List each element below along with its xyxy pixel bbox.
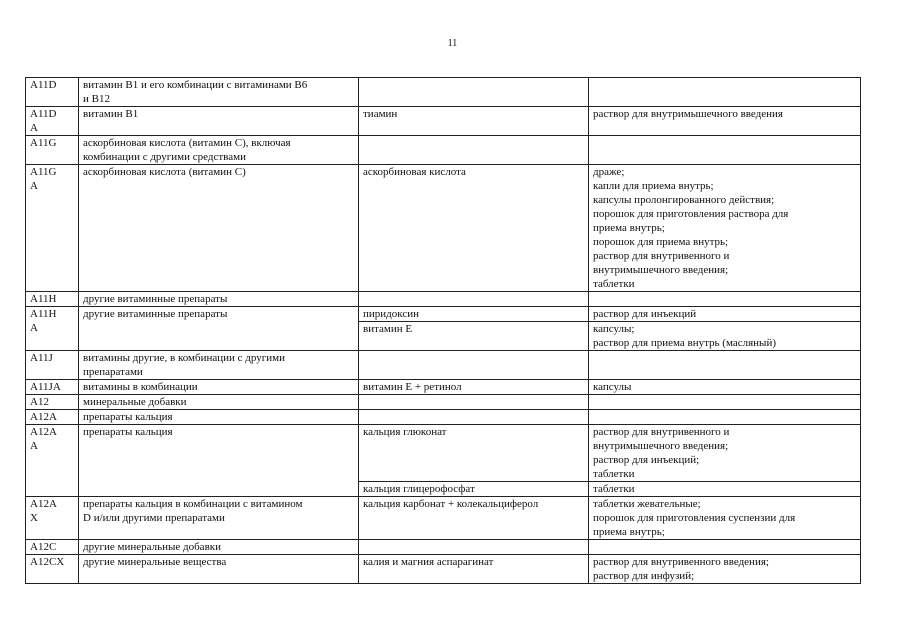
group-name-cell-line: другие минеральные вещества bbox=[83, 556, 227, 568]
table-row bbox=[26, 351, 861, 380]
dosage-form-cell-line: раствор для инъекций bbox=[593, 308, 697, 320]
group-name-cell bbox=[79, 425, 359, 497]
substance-cell bbox=[359, 555, 589, 584]
group-name-cell-line: витамин B1 и его комбинации с витаминами B6 bbox=[83, 79, 308, 91]
substance-cell-line: витамин E + ретинол bbox=[363, 381, 462, 393]
atc-code-cell-line: A12A bbox=[30, 498, 57, 510]
atc-code-cell bbox=[26, 540, 79, 555]
atc-code-cell-line: A bbox=[30, 122, 38, 134]
dosage-form-cell-line: приема внутрь; bbox=[593, 526, 665, 538]
dosage-form-cell-line: внутримышечного введения; bbox=[593, 440, 729, 452]
substance-cell bbox=[359, 307, 589, 322]
group-name-cell bbox=[79, 107, 359, 136]
dosage-form-cell-line: раствор для внутривенного и bbox=[593, 426, 730, 438]
dosage-form-cell-line: раствор для внутривенного введения; bbox=[593, 556, 769, 568]
atc-code-cell-line: A12A bbox=[30, 426, 57, 438]
group-name-cell-line: препараты кальция bbox=[83, 426, 173, 438]
dosage-form-cell-line: порошок для приготовления суспензии для bbox=[593, 512, 796, 524]
group-name-cell bbox=[79, 540, 359, 555]
substance-cell-line: кальция глюконат bbox=[363, 426, 447, 438]
group-name-cell-line: другие витаминные препараты bbox=[83, 308, 228, 320]
dosage-form-cell-line: порошок для приготовления раствора для bbox=[593, 208, 789, 220]
substance-cell-line: кальция карбонат + колекальциферол bbox=[363, 498, 539, 510]
substance-cell bbox=[359, 380, 589, 395]
group-name-cell-line: препараты кальция в комбинации с витамином bbox=[83, 498, 303, 510]
dosage-form-cell-line: капсулы; bbox=[593, 323, 635, 335]
atc-code-cell-line: A11J bbox=[30, 352, 53, 364]
group-name-cell-line: аскорбиновая кислота (витамин C) bbox=[83, 166, 246, 178]
atc-code-cell-line: A11D bbox=[30, 108, 57, 120]
table-row bbox=[26, 497, 861, 540]
group-name-cell bbox=[79, 292, 359, 307]
group-name-cell-line: витамин B1 bbox=[83, 108, 139, 120]
group-name-cell-line: препараты кальция bbox=[83, 411, 173, 423]
atc-code-cell bbox=[26, 107, 79, 136]
group-name-cell-line: препаратами bbox=[83, 366, 143, 378]
table-row bbox=[26, 380, 861, 395]
dosage-form-cell bbox=[589, 410, 861, 425]
dosage-form-cell-line: капсулы пролонгированного действия; bbox=[593, 194, 775, 206]
dosage-form-cell-line: порошок для приема внутрь; bbox=[593, 236, 729, 248]
group-name-cell bbox=[79, 380, 359, 395]
dosage-form-cell-line: раствор для приема внутрь (масляный) bbox=[593, 337, 776, 349]
group-name-cell-line: и B12 bbox=[83, 93, 110, 105]
page-number: 11 bbox=[447, 38, 458, 49]
group-name-cell bbox=[79, 410, 359, 425]
substance-cell bbox=[359, 497, 589, 540]
substance-cell bbox=[359, 165, 589, 292]
atc-code-cell-line: A12A bbox=[30, 411, 57, 423]
group-name-cell-line: другие минеральные добавки bbox=[83, 541, 221, 553]
table-row bbox=[26, 540, 861, 555]
dosage-form-cell bbox=[589, 395, 861, 410]
atc-code-cell-line: A11D bbox=[30, 79, 57, 91]
substance-cell bbox=[359, 136, 589, 165]
dosage-form-cell-line: раствор для внутримышечного введения bbox=[593, 108, 783, 120]
substance-cell bbox=[359, 322, 589, 351]
atc-code-cell bbox=[26, 307, 79, 351]
group-name-cell bbox=[79, 351, 359, 380]
group-name-cell bbox=[79, 136, 359, 165]
group-name-cell-line: витамины в комбинации bbox=[83, 381, 198, 393]
dosage-form-cell bbox=[589, 78, 861, 107]
group-name-cell bbox=[79, 555, 359, 584]
atc-code-cell-line: A11JA bbox=[30, 381, 61, 393]
table-row bbox=[26, 78, 861, 107]
atc-code-cell bbox=[26, 497, 79, 540]
substance-cell bbox=[359, 425, 589, 482]
atc-code-cell bbox=[26, 351, 79, 380]
atc-code-cell-line: A12C bbox=[30, 541, 57, 553]
dosage-form-cell bbox=[589, 380, 861, 395]
atc-code-cell-line: A12 bbox=[30, 396, 49, 408]
group-name-cell-line: D и/или другими препаратами bbox=[83, 512, 225, 524]
group-name-cell-line: минеральные добавки bbox=[83, 396, 187, 408]
substance-cell bbox=[359, 410, 589, 425]
group-name-cell-line: витамины другие, в комбинации с другими bbox=[83, 352, 285, 364]
atc-code-cell-line: A bbox=[30, 180, 38, 192]
dosage-form-cell bbox=[589, 351, 861, 380]
table-row bbox=[26, 410, 861, 425]
group-name-cell bbox=[79, 78, 359, 107]
dosage-form-cell bbox=[589, 497, 861, 540]
atc-code-cell bbox=[26, 425, 79, 497]
group-name-cell-line: другие витаминные препараты bbox=[83, 293, 228, 305]
dosage-form-cell-line: внутримышечного введения; bbox=[593, 264, 729, 276]
dosage-form-cell bbox=[589, 165, 861, 292]
atc-code-cell bbox=[26, 165, 79, 292]
table-row bbox=[26, 395, 861, 410]
table-row bbox=[26, 165, 861, 292]
atc-code-cell bbox=[26, 78, 79, 107]
dosage-form-cell bbox=[589, 540, 861, 555]
table-row bbox=[26, 307, 861, 322]
dosage-form-cell-line: приема внутрь; bbox=[593, 222, 665, 234]
table-row bbox=[26, 555, 861, 584]
dosage-form-cell-line: таблетки bbox=[593, 278, 635, 290]
substance-cell-line: пиридоксин bbox=[363, 308, 419, 320]
dosage-form-cell-line: таблетки bbox=[593, 483, 635, 495]
dosage-form-cell bbox=[589, 555, 861, 584]
substance-cell bbox=[359, 78, 589, 107]
dosage-form-cell-line: раствор для инфузий; bbox=[593, 570, 695, 582]
dosage-form-cell bbox=[589, 292, 861, 307]
atc-code-cell bbox=[26, 292, 79, 307]
substance-cell bbox=[359, 107, 589, 136]
substance-cell bbox=[359, 395, 589, 410]
atc-code-cell-line: A11G bbox=[30, 137, 57, 149]
substance-cell-line: витамин E bbox=[363, 323, 413, 335]
atc-code-cell bbox=[26, 410, 79, 425]
atc-code-cell-line: X bbox=[30, 512, 38, 524]
atc-code-cell-line: A12CX bbox=[30, 556, 65, 568]
substance-cell-line: кальция глицерофосфат bbox=[363, 483, 475, 495]
dosage-form-cell-line: таблетки bbox=[593, 468, 635, 480]
dosage-form-cell bbox=[589, 322, 861, 351]
table-row bbox=[26, 292, 861, 307]
table-row bbox=[26, 107, 861, 136]
dosage-form-cell bbox=[589, 107, 861, 136]
table-row bbox=[26, 425, 861, 482]
group-name-cell-line: комбинации с другими средствами bbox=[83, 151, 246, 163]
substance-cell bbox=[359, 292, 589, 307]
dosage-form-cell-line: раствор для внутривенного и bbox=[593, 250, 730, 262]
dosage-form-cell-line: раствор для инъекций; bbox=[593, 454, 700, 466]
group-name-cell bbox=[79, 165, 359, 292]
substance-cell bbox=[359, 540, 589, 555]
dosage-form-cell-line: капсулы bbox=[593, 381, 632, 393]
group-name-cell bbox=[79, 307, 359, 351]
substance-cell bbox=[359, 351, 589, 380]
dosage-form-cell bbox=[589, 307, 861, 322]
table-row bbox=[26, 136, 861, 165]
dosage-form-cell bbox=[589, 425, 861, 482]
dosage-form-cell-line: драже; bbox=[593, 166, 625, 178]
atc-code-cell bbox=[26, 395, 79, 410]
atc-code-cell-line: A11G bbox=[30, 166, 57, 178]
atc-code-cell bbox=[26, 380, 79, 395]
atc-code-cell-line: A bbox=[30, 440, 38, 452]
dosage-form-cell bbox=[589, 136, 861, 165]
dosage-form-cell-line: капли для приема внутрь; bbox=[593, 180, 714, 192]
group-name-cell bbox=[79, 395, 359, 410]
atc-code-cell-line: A bbox=[30, 322, 38, 334]
substance-cell-line: калия и магния аспарагинат bbox=[363, 556, 494, 568]
drug-table bbox=[25, 77, 861, 584]
group-name-cell-line: аскорбиновая кислота (витамин C), включая bbox=[83, 137, 291, 149]
dosage-form-cell-line: таблетки жевательные; bbox=[593, 498, 701, 510]
atc-code-cell bbox=[26, 136, 79, 165]
dosage-form-cell bbox=[589, 482, 861, 497]
group-name-cell bbox=[79, 497, 359, 540]
atc-code-cell-line: A11H bbox=[30, 308, 57, 320]
substance-cell-line: тиамин bbox=[363, 108, 398, 120]
atc-code-cell bbox=[26, 555, 79, 584]
table-body bbox=[26, 78, 861, 584]
substance-cell bbox=[359, 482, 589, 497]
substance-cell-line: аскорбиновая кислота bbox=[363, 166, 466, 178]
atc-code-cell-line: A11H bbox=[30, 293, 57, 305]
